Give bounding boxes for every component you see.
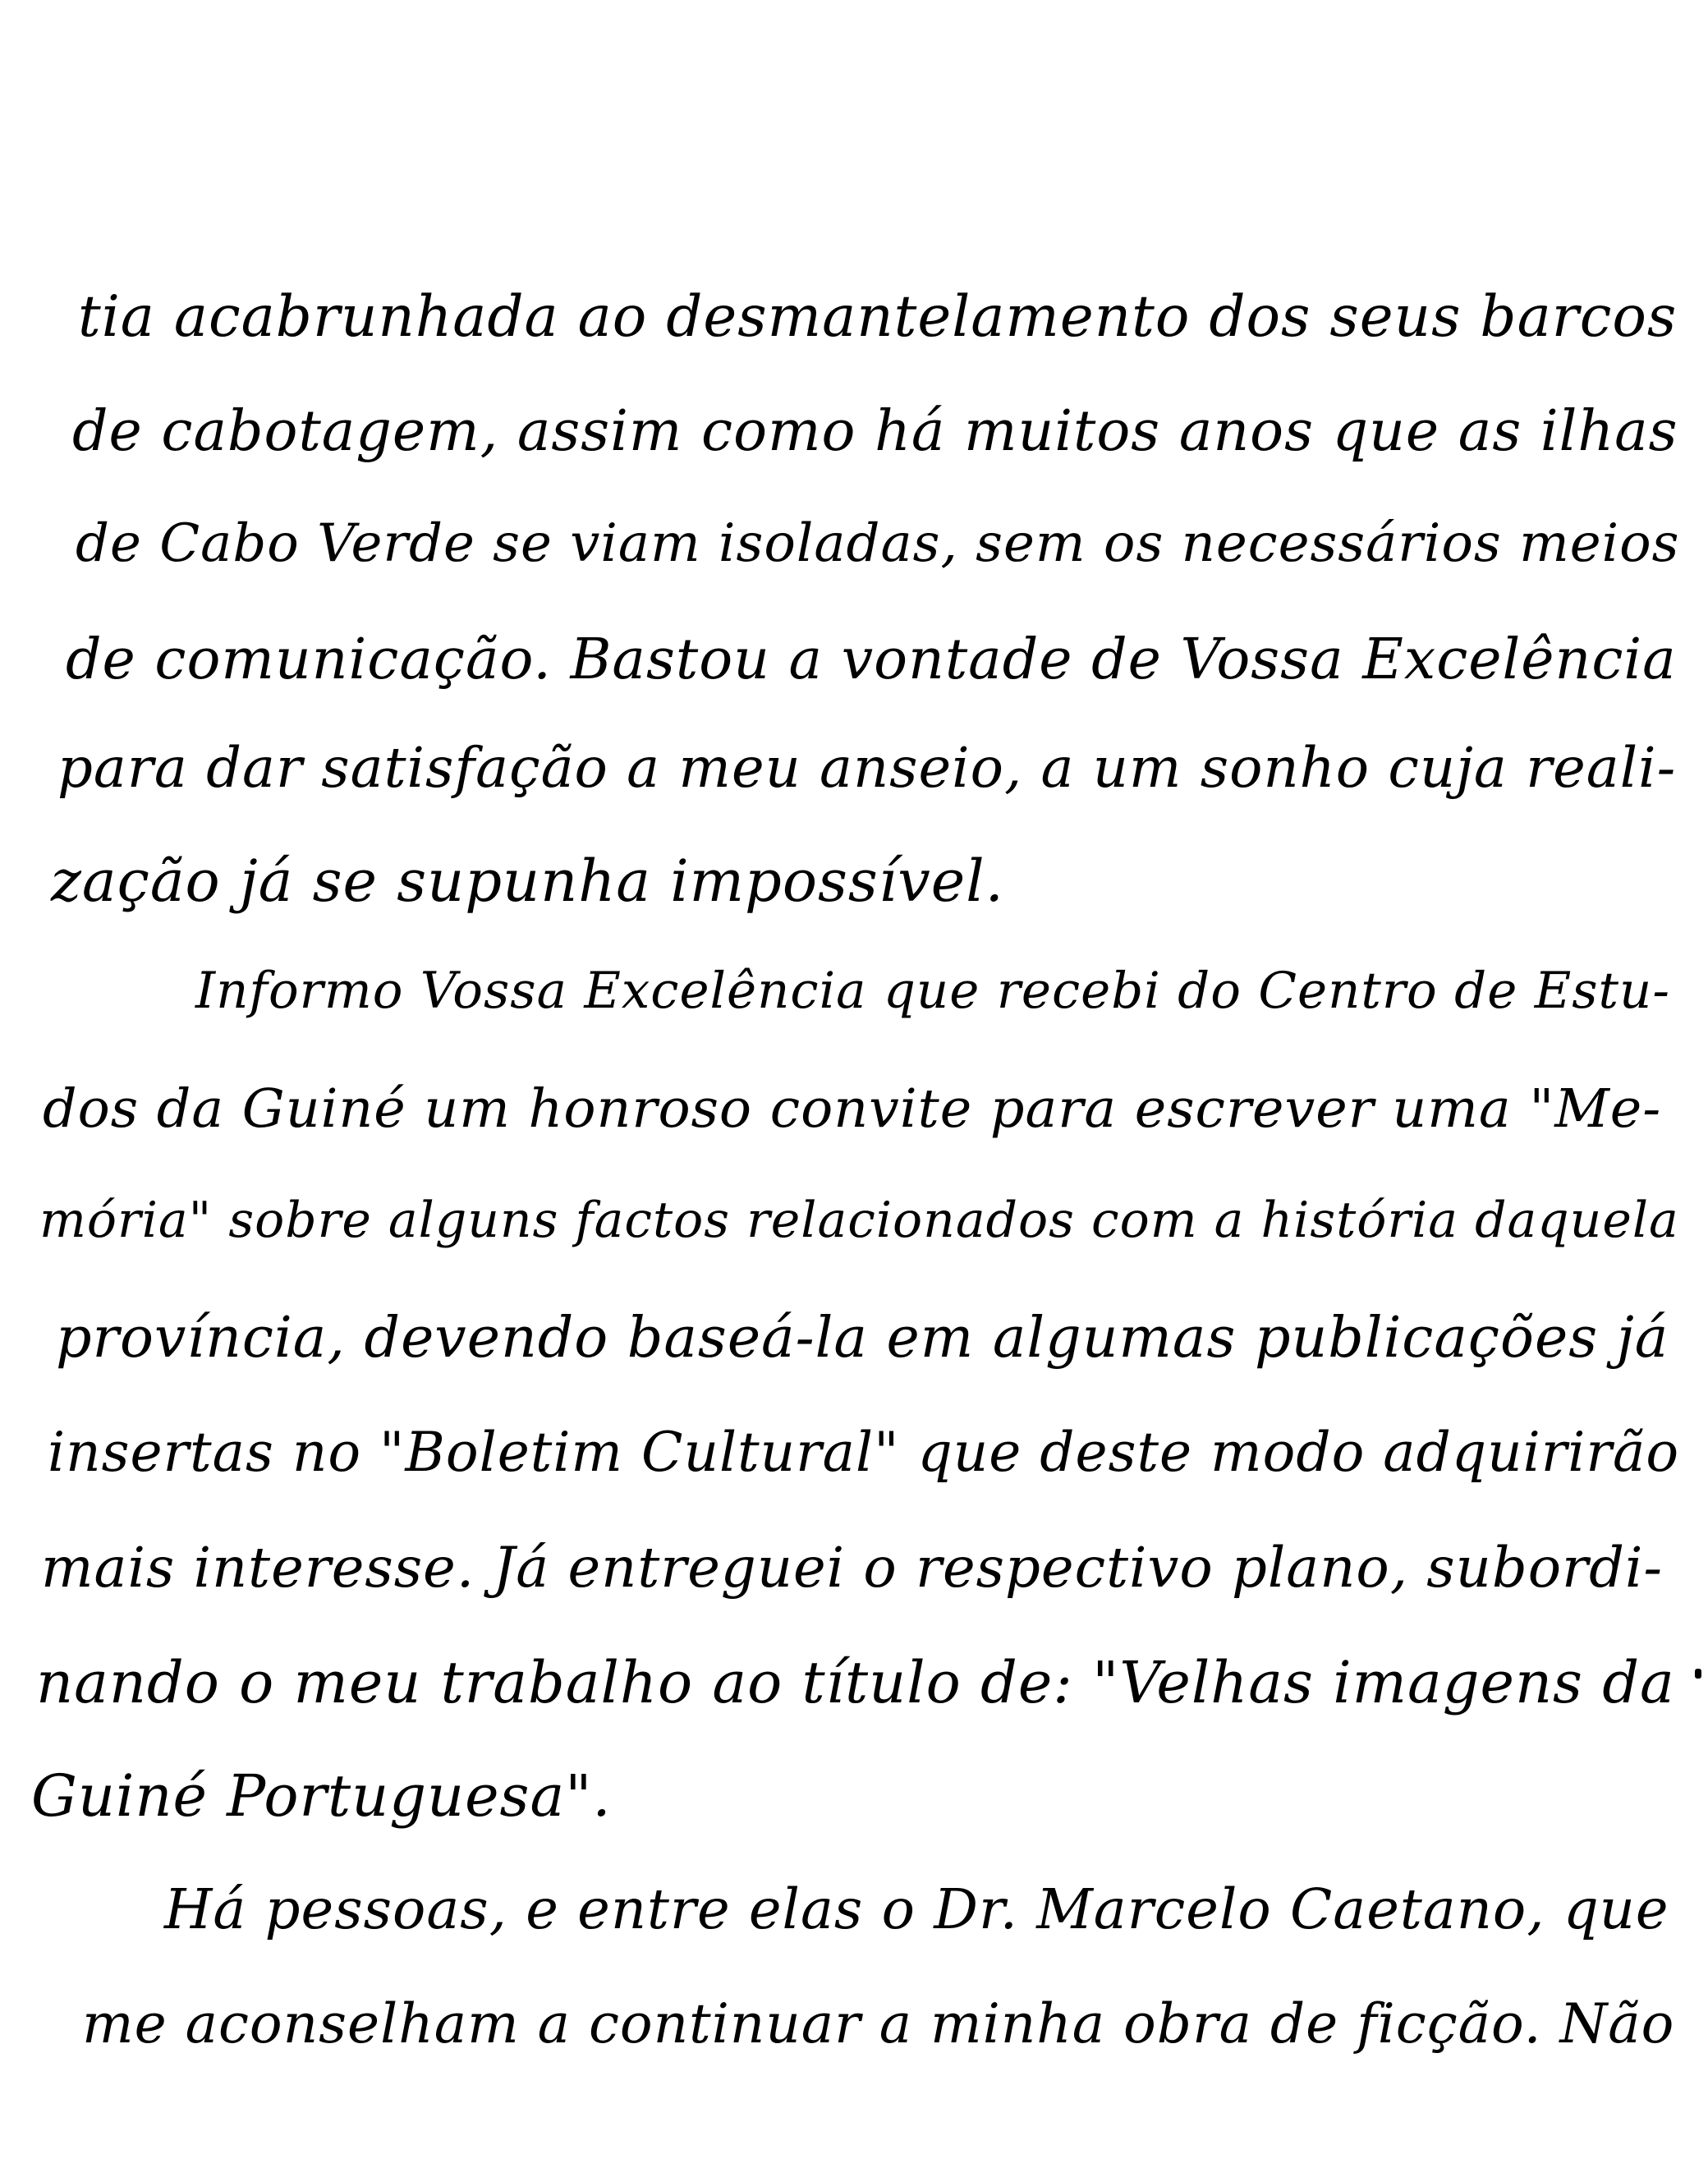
text-line: insertas no "Boletim Cultural" que deste modo adquirirão [48, 1421, 1680, 1484]
text-line: Guiné Portuguesa". [31, 1762, 612, 1830]
text-line: de Cabo Verde se viam isoladas, sem os necessários meios [76, 513, 1680, 574]
text-line: província, devendo baseá-la em algumas publicações já [56, 1306, 1669, 1371]
text-line: mória" sobre alguns factos relacionados com a história daquela [39, 1192, 1679, 1249]
text-line: dos da Guiné um honroso convite para escrever uma "Me- [43, 1078, 1662, 1140]
text-line: zação já se supunha impossível. [51, 847, 1004, 915]
text-line: de comunicação. Bastou a vontade de Vossa Excelência [66, 627, 1677, 692]
text-line: Informo Vossa Excelência que recebi do Centro de Estu- [195, 962, 1670, 1020]
text-line: Há pessoas, e entre elas o Dr. Marcelo Caetano, que [164, 1877, 1669, 1941]
text-line: me aconselham a continuar a minha obra de ficção. Não [82, 1992, 1675, 2055]
text-line: nando o meu trabalho ao título de: "Velhas imagens da [36, 1649, 1675, 1716]
text-line: tia acabrunhada ao desmantelamento dos seus barcos [78, 284, 1678, 350]
text-line: de cabotagem, assim como há muitos anos que as ilhas [72, 399, 1678, 464]
text-line: para dar satisfação a meu anseio, a um sonho cuja reali- [57, 736, 1677, 800]
ink-speck [1695, 1669, 1701, 1679]
text-line: mais interesse. Já entreguei o respectivo plano, subordi- [41, 1536, 1664, 1600]
